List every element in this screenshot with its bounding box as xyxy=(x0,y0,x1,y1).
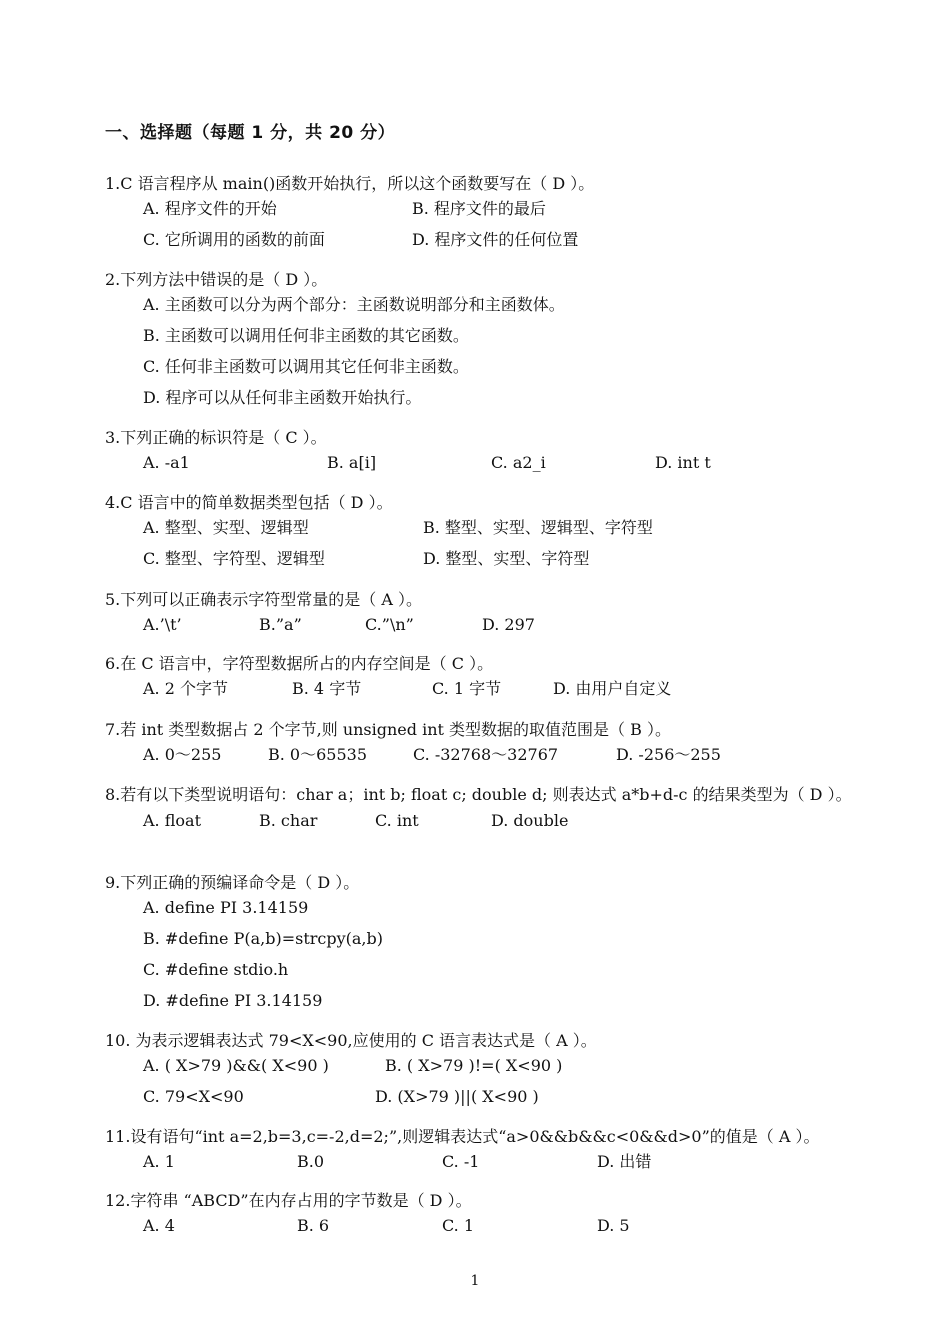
option-c: C. 任何非主函数可以调用其它任何非主函数。 xyxy=(143,357,469,376)
page-number: 1 xyxy=(470,1273,480,1289)
question-stem: 6.在 C 语言中，字符型数据所占的内存空间是（ C ）。 xyxy=(105,654,494,673)
question-stem: 3.下列正确的标识符是（ C ）。 xyxy=(105,428,327,447)
question-6 xyxy=(105,651,672,702)
option-c: C. 1 xyxy=(442,1216,475,1235)
question-3 xyxy=(105,425,711,476)
question-stem: 5.下列可以正确表示字符型常量的是（ A ）。 xyxy=(105,590,422,609)
option-b: B. ( X>79 )!=( X<90 ) xyxy=(385,1056,563,1075)
question-stem: 10. 为表示逻辑表达式 79<X<90,应使用的 C 语言表达式是（ A ）。 xyxy=(105,1031,597,1050)
option-c: C. 79<X<90 xyxy=(143,1087,244,1106)
option-d: D. 出错 xyxy=(597,1152,652,1171)
question-stem: 11.设有语句“int a=2,b=3,c=-2,d=2;”,则逻辑表达式“a>0&&b&&c<0&&d>0”的值是（ A ）。 xyxy=(105,1127,820,1146)
option-b: B. 主函数可以调用任何非主函数的其它函数。 xyxy=(143,326,469,345)
option-a: A. 整型、实型、逻辑型 xyxy=(143,518,309,537)
option-d: D. 程序文件的任何位置 xyxy=(412,230,579,249)
option-b: B.0 xyxy=(297,1152,325,1171)
option-a: A.’\t’ xyxy=(143,615,182,634)
option-b: B. #define P(a,b)=strcpy(a,b) xyxy=(143,929,383,948)
option-c: C. -1 xyxy=(442,1152,480,1171)
option-a: A. 2 个字节 xyxy=(143,679,228,698)
option-d: D. 由用户自定义 xyxy=(553,679,672,698)
question-5 xyxy=(105,587,535,638)
option-a: A. 主函数可以分为两个部分：主函数说明部分和主函数体。 xyxy=(143,295,565,314)
question-9 xyxy=(105,870,383,1019)
question-8 xyxy=(105,782,880,834)
option-a: A. 4 xyxy=(143,1216,175,1235)
option-c: C. 1 字节 xyxy=(432,679,502,698)
section-title: 一、选择题（每题 1 分，共 20 分） xyxy=(105,123,396,143)
option-d: D. int t xyxy=(655,453,711,472)
option-c: C. 它所调用的函数的前面 xyxy=(143,230,325,249)
question-stem: 12.字符串 “ABCD”在内存占用的字节数是（ D ）。 xyxy=(105,1191,472,1210)
option-d: D. double xyxy=(491,811,569,830)
option-d: D. -256～255 xyxy=(616,745,721,764)
question-12 xyxy=(105,1188,630,1239)
option-d: D. (X>79 )||( X<90 ) xyxy=(375,1087,539,1106)
question-stem: 8.若有以下类型说明语句：char a；int b; float c; double d; 则表达式 a*b+d-c 的结果类型为（ D ）。 xyxy=(105,785,852,804)
question-2 xyxy=(105,267,565,416)
option-d: D. 程序可以从任何非主函数开始执行。 xyxy=(143,388,422,407)
option-b: B. 4 字节 xyxy=(292,679,362,698)
question-4 xyxy=(105,490,653,577)
option-b: B.”a” xyxy=(259,615,302,634)
option-a: A. -a1 xyxy=(143,453,190,472)
question-stem: 2.下列方法中错误的是（ D ）。 xyxy=(105,270,328,289)
option-b: B. char xyxy=(259,811,318,830)
question-stem: 4.C 语言中的简单数据类型包括（ D ）。 xyxy=(105,493,393,512)
option-c: C. #define stdio.h xyxy=(143,960,289,979)
option-d: D. 5 xyxy=(597,1216,630,1235)
option-c: C. 整型、字符型、逻辑型 xyxy=(143,549,325,568)
option-c: C. -32768～32767 xyxy=(413,745,559,764)
option-d: D. 297 xyxy=(482,615,535,634)
question-10 xyxy=(105,1028,597,1115)
option-d: D. #define PI 3.14159 xyxy=(143,991,323,1010)
question-11 xyxy=(105,1124,820,1175)
option-a: A. ( X>79 )&&( X<90 ) xyxy=(143,1056,329,1075)
option-d: D. 整型、实型、字符型 xyxy=(423,549,590,568)
option-c: C. a2_i xyxy=(491,453,546,472)
option-b: B. 0～65535 xyxy=(268,745,368,764)
option-c: C.”\n” xyxy=(365,615,414,634)
option-a: A. 程序文件的开始 xyxy=(143,199,277,218)
option-a: A. 1 xyxy=(143,1152,175,1171)
question-1 xyxy=(105,171,594,258)
option-b: B. 6 xyxy=(297,1216,330,1235)
option-b: B. 程序文件的最后 xyxy=(412,199,546,218)
option-a: A. define PI 3.14159 xyxy=(143,898,309,917)
question-7 xyxy=(105,717,721,768)
option-b: B. 整型、实型、逻辑型、字符型 xyxy=(423,518,653,537)
question-stem: 7.若 int 类型数据占 2 个字节,则 unsigned int 类型数据的取值范围是（ B ）。 xyxy=(105,720,671,739)
question-stem: 9.下列正确的预编译命令是（ D ）。 xyxy=(105,873,360,892)
option-c: C. int xyxy=(375,811,419,830)
option-a: A. 0～255 xyxy=(143,745,222,764)
question-stem: 1.C 语言程序从 main()函数开始执行，所以这个函数要写在（ D ）。 xyxy=(105,174,595,193)
option-a: A. float xyxy=(143,811,201,830)
option-b: B. a[i] xyxy=(327,453,377,472)
